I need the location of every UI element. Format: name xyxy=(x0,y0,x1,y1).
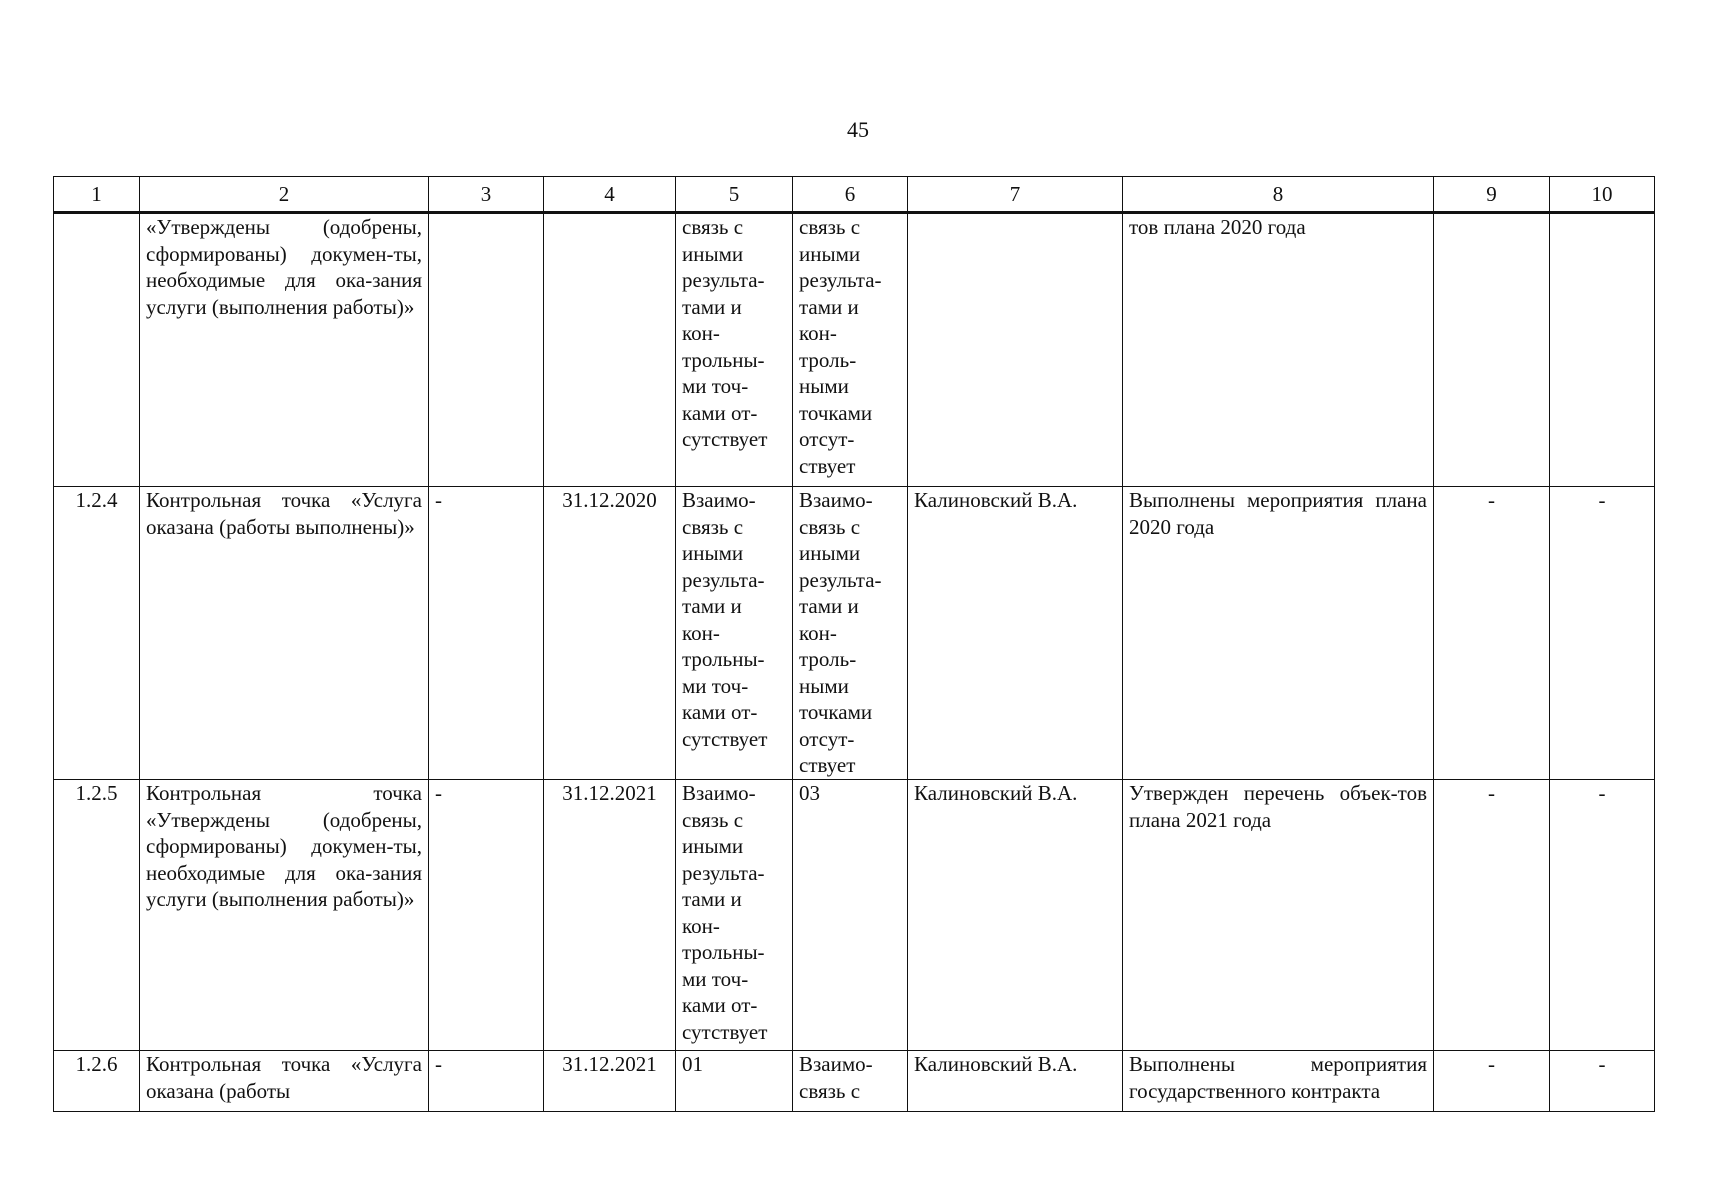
relation-cell: Взаимо- связь с иными результа- тами и кон- трольны- ми точ- ками от- сутствует xyxy=(676,780,793,1051)
responsible-cell xyxy=(908,213,1123,487)
col9-cell: - xyxy=(1434,780,1550,1051)
column-header: 10 xyxy=(1550,177,1655,213)
start-date-cell: - xyxy=(429,780,544,1051)
row-number-cell xyxy=(54,213,140,487)
relation-cell-2: связь с иными результа- тами и кон- троль- ными точками отсут- ствует xyxy=(793,213,908,487)
row-number-cell: 1.2.5 xyxy=(54,780,140,1051)
page-number: 45 xyxy=(847,117,869,142)
relation-cell: Взаимо- связь с иными результа- тами и кон- трольны- ми точ- ками от- сутствует xyxy=(676,487,793,780)
column-header: 5 xyxy=(676,177,793,213)
column-header: 3 xyxy=(429,177,544,213)
header-row xyxy=(54,177,1655,213)
end-date-cell: 31.12.2021 xyxy=(544,1051,676,1112)
table-row xyxy=(54,780,1655,1051)
end-date-cell xyxy=(544,213,676,487)
column-header: 6 xyxy=(793,177,908,213)
end-date-cell: 31.12.2021 xyxy=(544,780,676,1051)
table-row xyxy=(54,1051,1655,1112)
table-row xyxy=(54,487,1655,780)
column-header: 7 xyxy=(908,177,1123,213)
responsible-cell: Калиновский В.А. xyxy=(908,1051,1123,1112)
start-date-cell xyxy=(429,213,544,487)
col10-cell xyxy=(1550,213,1655,487)
result-cell: Утвержден перечень объек-тов плана 2021 года xyxy=(1123,780,1434,1051)
col9-cell: - xyxy=(1434,487,1550,780)
col10-cell: - xyxy=(1550,1051,1655,1112)
end-date-cell: 31.12.2020 xyxy=(544,487,676,780)
row-number-cell: 1.2.4 xyxy=(54,487,140,780)
col9-cell: - xyxy=(1434,1051,1550,1112)
relation-cell-2: Взаимо- связь с xyxy=(793,1051,908,1112)
column-header: 1 xyxy=(54,177,140,213)
column-header: 8 xyxy=(1123,177,1434,213)
column-header: 4 xyxy=(544,177,676,213)
col10-cell: - xyxy=(1550,780,1655,1051)
relation-cell: 01 xyxy=(676,1051,793,1112)
responsible-cell: Калиновский В.А. xyxy=(908,487,1123,780)
relation-cell-2: 03 xyxy=(793,780,908,1051)
col9-cell xyxy=(1434,213,1550,487)
table-row xyxy=(54,213,1655,487)
column-header: 9 xyxy=(1434,177,1550,213)
start-date-cell: - xyxy=(429,1051,544,1112)
result-cell: Выполнены мероприятия государственного контракта xyxy=(1123,1051,1434,1112)
plan-table xyxy=(53,176,1655,1112)
event-name-cell: Контрольная точка «Услуга оказана (работы выполнены)» xyxy=(140,487,429,780)
start-date-cell: - xyxy=(429,487,544,780)
row-number-cell: 1.2.6 xyxy=(54,1051,140,1112)
relation-cell-2: Взаимо- связь с иными результа- тами и кон- троль- ными точками отсут- ствует xyxy=(793,487,908,780)
event-name-cell: Контрольная точка «Утверждены (одобрены, сформированы) докумен-ты, необходимые для ока-зания услуги (выполнения работы)» xyxy=(140,780,429,1051)
result-cell: Выполнены мероприятия плана 2020 года xyxy=(1123,487,1434,780)
event-name-cell: Контрольная точка «Услуга оказана (работы xyxy=(140,1051,429,1112)
event-name-cell: «Утверждены (одобрены, сформированы) докумен-ты, необходимые для ока-зания услуги (выполнения работы)» xyxy=(140,213,429,487)
relation-cell: связь с иными результа- тами и кон- трольны- ми точ- ками от- сутствует xyxy=(676,213,793,487)
responsible-cell: Калиновский В.А. xyxy=(908,780,1123,1051)
col10-cell: - xyxy=(1550,487,1655,780)
column-header: 2 xyxy=(140,177,429,213)
result-cell: тов плана 2020 года xyxy=(1123,213,1434,487)
